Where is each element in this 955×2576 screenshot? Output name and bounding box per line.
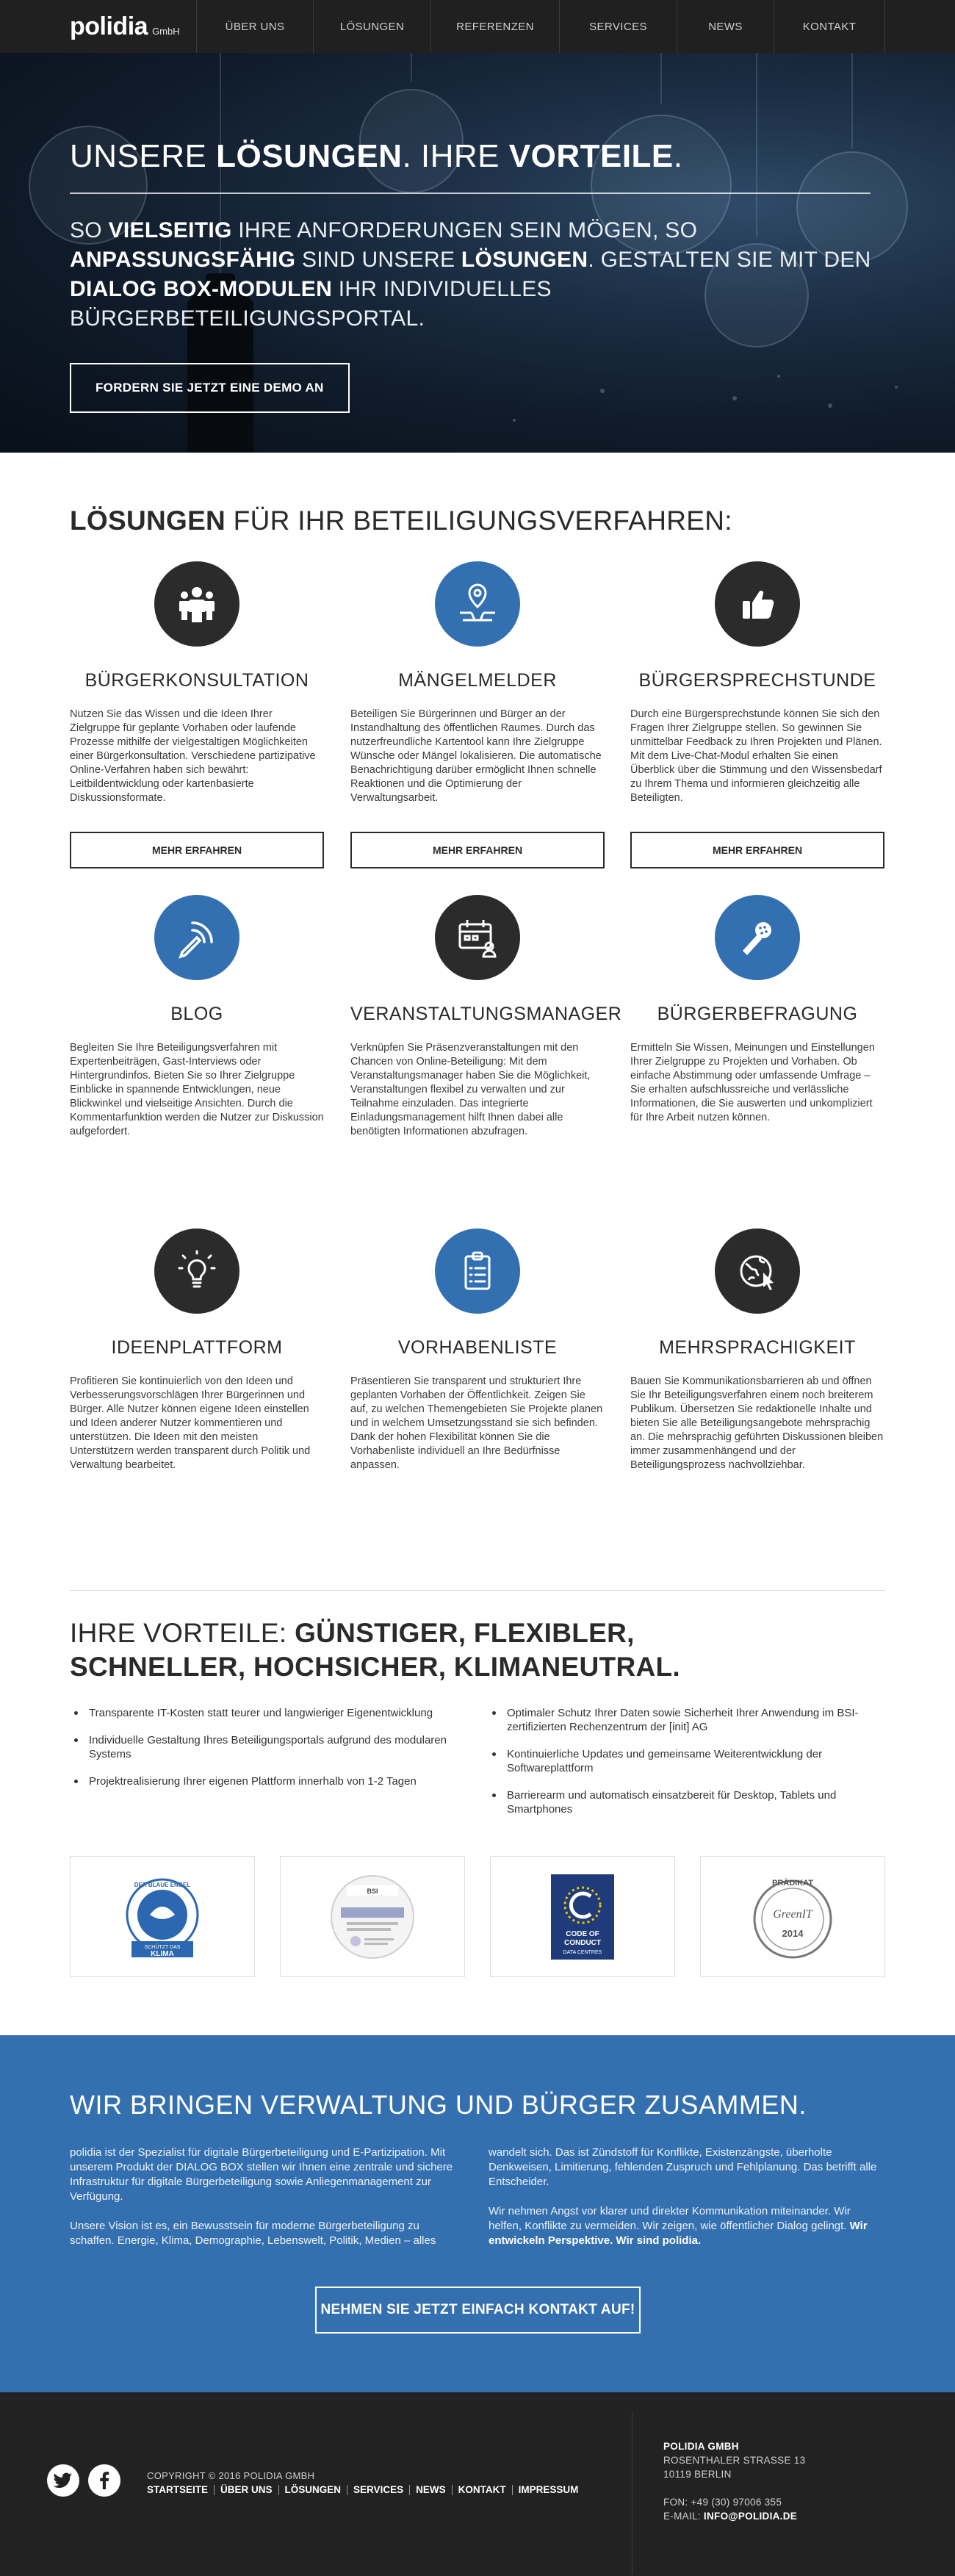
twitter-icon[interactable]	[47, 2464, 79, 2497]
cta-section	[0, 2035, 955, 2392]
card-title: IDEENPLATTFORM	[111, 1337, 283, 1358]
logo-wordmark: polidia	[70, 12, 148, 40]
logo[interactable]	[70, 12, 180, 41]
main-menu	[196, 0, 885, 53]
svg-text:DER BLAUE ENGEL: DER BLAUE ENGEL	[134, 1881, 191, 1888]
clipboard-list-icon	[435, 1228, 520, 1314]
greenit-seal-logo	[745, 1869, 840, 1965]
contact-button[interactable]: NEHMEN SIE JETZT EINFACH KONTAKT AUF!	[315, 2287, 641, 2334]
logo-suffix: GmbH	[152, 25, 180, 37]
demo-request-button[interactable]: FORDERN SIE JETZT EINE DEMO AN	[70, 363, 350, 413]
svg-text:KLIMA: KLIMA	[151, 1949, 174, 1958]
calendar-person-icon	[435, 895, 520, 980]
footer-links	[147, 2485, 584, 2495]
footer-link-impressum[interactable]: IMPRESSUM	[512, 2485, 585, 2495]
card-description: Verknüpfen Sie Präsenzveranstaltungen mit den Chancen von Online-Beteiligung: Mit dem Veranstaltungsmanager haben Sie die Möglichkeit, Veranstaltungen flexibel zu verwalten und zur Teilnahme einzuladen. Das integrierte Einladungsmanagement hilft Ihnen dabei alle benötigten Informationen abzufragen.	[350, 1042, 591, 1137]
cta-paragraph: Wir nehmen Angst vor klarer und direkter Kommunikation miteinander. Wir helfen, Konflikte zu vermeiden. Wir zeigen, wie öffentlicher Dialog gelingt. Wir entwickeln Perspektive. Wir sind polidia.	[489, 2205, 868, 2247]
lightbulb-icon	[154, 1228, 239, 1314]
footer-link-loesungen[interactable]: LÖSUNGEN	[278, 2485, 347, 2495]
hero-title: UNSERE LÖSUNGEN. IHRE VORTEILE.	[70, 138, 683, 174]
mehr-erfahren-button[interactable]: MEHR ERFAHREN	[70, 832, 324, 868]
solution-card-mehrsprachigkeit	[630, 1228, 884, 1472]
phone-number: FON: +49 (30) 97006 355	[663, 2497, 782, 2508]
thumbs-up-icon	[715, 561, 800, 647]
cta-text-right	[489, 2145, 885, 2263]
mehr-erfahren-button[interactable]: MEHR ERFAHREN	[630, 832, 884, 868]
card-title: BÜRGERKONSULTATION	[84, 670, 309, 691]
company-name: POLIDIA GMBH	[663, 2441, 739, 2452]
card-title: MÄNGELMELDER	[398, 670, 557, 691]
footer-divider	[632, 2413, 633, 2575]
cta-emphasis: Wir entwickeln Perspektive. Wir sind polidia.	[489, 2220, 868, 2247]
card-title: BÜRGERBEFRAGUNG	[657, 1004, 858, 1024]
card-description: Begleiten Sie Ihre Beteiligungsverfahren mit Expertenbeiträgen, Gast-Interviews oder Hintergrundinfos. Bieten Sie so Ihrer Zielgruppe Einblicke in spannende Entwicklungen, neue Blickwinkel und vielseitige Ansichten. Durch die Kommentarfunktion werden die Nutzer zur Diskussion aufgefordert.	[70, 1042, 324, 1137]
cta-text-left	[70, 2145, 466, 2263]
blauer-engel-badge	[70, 1856, 255, 1977]
microphone-icon	[715, 895, 800, 980]
solution-card-buergerbefragung	[630, 895, 884, 1125]
footer-link-news[interactable]: NEWS	[409, 2485, 452, 2495]
address-street: ROSENTHALER STRASSE 13	[663, 2455, 806, 2466]
list-item: Barrierearm und automatisch einsatzbereit für Desktop, Tablets und Smartphones	[488, 1788, 884, 1816]
advantages-title: IHRE VORTEILE: GÜNSTIGER, FLEXIBLER, SCHNELLER, HOCHSICHER, KLIMANEUTRAL.	[70, 1618, 680, 1682]
top-navigation	[0, 0, 955, 53]
solution-card-blog	[70, 895, 324, 1139]
card-description: Profitieren Sie kontinuierlich von den Ideen und Verbesserungsvorschlägen Ihrer Bürgerinnen und Bürger. Alle Nutzer können eigene Ideen einstellen und Ideen anderer Nutzer kommentieren und unterstützen. Die Ideen mit den meisten Unterstützern werden transparent durch Politik und Verwaltung bearbeitet.	[70, 1375, 311, 1471]
list-item: Individuelle Gestaltung Ihres Beteiligungsportals aufgrund des modularen Systems	[70, 1733, 466, 1761]
footer-link-kontakt[interactable]: KONTAKT	[452, 2485, 512, 2495]
nav-item-kontakt[interactable]: KONTAKT	[774, 0, 885, 53]
advantages-list-right	[488, 1706, 884, 1830]
section-divider	[70, 1590, 885, 1591]
company-address	[663, 2439, 805, 2523]
nav-item-loesungen[interactable]: LÖSUNGEN	[313, 0, 430, 53]
bsi-certificate-badge	[280, 1856, 465, 1977]
footer-link-services[interactable]: SERVICES	[347, 2485, 409, 2495]
card-description: Präsentieren Sie transparent und strukturiert Ihre geplanten Vorhaben der Öffentlichkeit. Zeigen Sie auf, zu welchen Themengebieten Sie Projekte planen und in welchem Umsetzungsstand sie sich befinden. Dank der hohen Flexibilität können Sie die Vorhabenliste individuell an Ihre Bedürfnisse anpassen.	[350, 1375, 603, 1471]
copyright-text: COPYRIGHT © 2016 POLIDIA GMBH	[147, 2470, 315, 2481]
solution-card-buergersprechstunde	[630, 561, 884, 868]
solutions-title: LÖSUNGEN FÜR IHR BETEILIGUNGSVERFAHREN:	[70, 506, 732, 536]
hero-subtitle: SO VIELSEITIG IHRE ANFORDERUNGEN SEIN MÖGEN, SO ANPASSUNGSFÄHIG SIND UNSERE LÖSUNGEN. GESTALTEN SIE MIT DEN DIALOG BOX-MODULEN IHR INDIVIDUELLES BÜRGERBETEILIGUNGSPORTAL.	[70, 218, 871, 331]
solution-card-veranstaltungsmanager	[350, 895, 622, 1139]
map-pin-icon	[435, 561, 520, 647]
list-item: Projektrealisierung Ihrer eigenen Plattform innerhalb von 1-2 Tagen	[70, 1774, 466, 1788]
people-icon	[154, 561, 239, 647]
advantages-list-left	[70, 1706, 466, 1802]
code-of-conduct-logo	[549, 1873, 616, 1961]
card-description: Beteiligen Sie Bürgerinnen und Bürger an der Instandhaltung des öffentlichen Raumes. Durch das nutzerfreundliche Kartentool kann Ihre Zielgruppe Wünsche oder Mängel lokalisieren. Die automatische Benachrichtigung darüber ermöglicht Ihnen schnelle Reaktionen und die Optimierung der Verwaltungsarbeit.	[350, 708, 602, 804]
mehr-erfahren-button[interactable]: MEHR ERFAHREN	[350, 832, 605, 868]
blauer-engel-logo	[107, 1869, 217, 1965]
card-title: BLOG	[170, 1004, 223, 1024]
facebook-icon[interactable]	[88, 2464, 120, 2497]
footer-link-startseite[interactable]: STARTSEITE	[147, 2484, 209, 2495]
svg-text:2014: 2014	[782, 1927, 804, 1939]
card-title: MEHRSPRACHIGKEIT	[659, 1337, 856, 1358]
email-link[interactable]: INFO@POLIDIA.DE	[703, 2511, 798, 2522]
hero-divider	[70, 193, 871, 194]
hero-banner	[0, 53, 955, 453]
cta-paragraph: polidia ist der Spezialist für digitale Bürgerbeteiligung und E-Partizipation. Mit unserem Produkt der DIALOG BOX stellen wir Ihnen eine zentrale und sichere Infrastruktur für digitale Bürgerbeteiligung sowie Anliegenmanagement zur Verfügung.	[70, 2146, 453, 2203]
solution-card-buergerkonsultation	[70, 561, 324, 868]
card-description: Nutzen Sie das Wissen und die Ideen Ihrer Zielgruppe für geplante Vorhaben oder laufende Prozesse mithilfe der vielgestaltigen Möglichkeiten einer Bürgerkonsultation. Verschiedene partizipative Online-Verfahren haben sich bewährt: Leitbildentwicklung oder kartenbasierte Diskussionsformate.	[70, 708, 316, 804]
solution-card-ideenplattform	[70, 1228, 324, 1472]
card-description: Durch eine Bürgersprechstunde können Sie sich den Fragen Ihrer Zielgruppe stellen. So gewinnen Sie unmittelbar Feedback zu Ihren Projekten und Plänen. Mit dem Live-Chat-Modul erhalten Sie einen Überblick über die Stimmung und den Wissensbedarf zu Ihrem Thema und informieren gleichzeitig alle Beteiligten.	[630, 708, 882, 804]
nav-item-news[interactable]: NEWS	[677, 0, 774, 53]
card-title: BÜRGERSPRECHSTUNDE	[638, 670, 876, 691]
card-title: VERANSTALTUNGSMANAGER	[350, 1004, 622, 1024]
svg-text:GreenIT: GreenIT	[773, 1907, 812, 1921]
nav-item-services[interactable]: SERVICES	[559, 0, 677, 53]
nav-item-ueber-uns[interactable]: ÜBER UNS	[196, 0, 313, 53]
svg-text:CODE OF: CODE OF	[566, 1929, 599, 1938]
footer	[0, 2392, 955, 2576]
card-description: Bauen Sie Kommunikationsbarrieren ab und öffnen Sie Ihr Beteiligungsverfahren einem noch breiterem Publikum. Übersetzen Sie redaktionelle Inhalte und bieten Sie alle Beteiligungsangebote mehrsprachig an. Die mehrsprachig geführten Diskussionen bleiben immer zusammenhängend und der Beteiligungsprozess nachvollziehbar.	[630, 1375, 884, 1471]
footer-link-ueber-uns[interactable]: ÜBER UNS	[214, 2485, 278, 2495]
svg-text:DATA CENTRES: DATA CENTRES	[563, 1949, 602, 1955]
svg-text:CONDUCT: CONDUCT	[564, 1938, 601, 1947]
cta-paragraph: Unsere Vision ist es, ein Bewusstsein für moderne Bürgerbeteiligung zu schaffen. Energie, Klima, Demographie, Lebenswelt, Politik, Medien – alles	[70, 2220, 436, 2247]
code-of-conduct-badge	[490, 1856, 675, 1977]
nav-item-referenzen[interactable]: REFERENZEN	[430, 0, 559, 53]
address-city: 10119 BERLIN	[663, 2469, 732, 2480]
svg-text:BSI: BSI	[367, 1887, 378, 1895]
solution-card-maengelmelder	[350, 561, 605, 868]
greenit-badge	[700, 1856, 885, 1977]
list-item: Transparente IT-Kosten statt teurer und langwieriger Eigenentwicklung	[70, 1706, 466, 1720]
list-item: Optimaler Schutz Ihrer Daten sowie Sicherheit Ihrer Anwendung im BSI-zertifizierten Rechenzentrum der [init] AG	[488, 1706, 884, 1734]
blog-feed-icon	[154, 895, 239, 980]
cta-paragraph: wandelt sich. Das ist Zündstoff für Konflikte, Existenzängste, überholte Denkweisen, Limitierung, fehlenden Zuspruch und Fehlplanung. Das betrifft alle Entscheider.	[489, 2146, 877, 2188]
cta-title: WIR BRINGEN VERWALTUNG UND BÜRGER ZUSAMMEN.	[70, 2090, 807, 2120]
list-item: Kontinuierliche Updates und gemeinsame Weiterentwicklung der Softwareplattform	[488, 1747, 884, 1775]
svg-text:SCHÜTZT DAS: SCHÜTZT DAS	[144, 1944, 181, 1950]
globe-cursor-icon	[715, 1228, 800, 1314]
card-title: VORHABENLISTE	[397, 1337, 558, 1358]
card-description: Ermitteln Sie Wissen, Meinungen und Einstellungen Ihrer Zielgruppe zu Projekten und Vorhaben. Ob einfache Abstimmung oder umfassende Umfrage – Sie erhalten aufschlussreiche und verlässliche Informationen, die Sie auswerten und unkompliziert für Ihre Arbeit nutzen können.	[630, 1042, 875, 1123]
svg-text:PRÄDIKAT: PRÄDIKAT	[771, 1878, 814, 1888]
bsi-certificate-logo	[325, 1869, 420, 1965]
email-line: E-MAIL: INFO@POLIDIA.DE	[663, 2511, 798, 2522]
solution-card-vorhabenliste	[350, 1228, 605, 1472]
